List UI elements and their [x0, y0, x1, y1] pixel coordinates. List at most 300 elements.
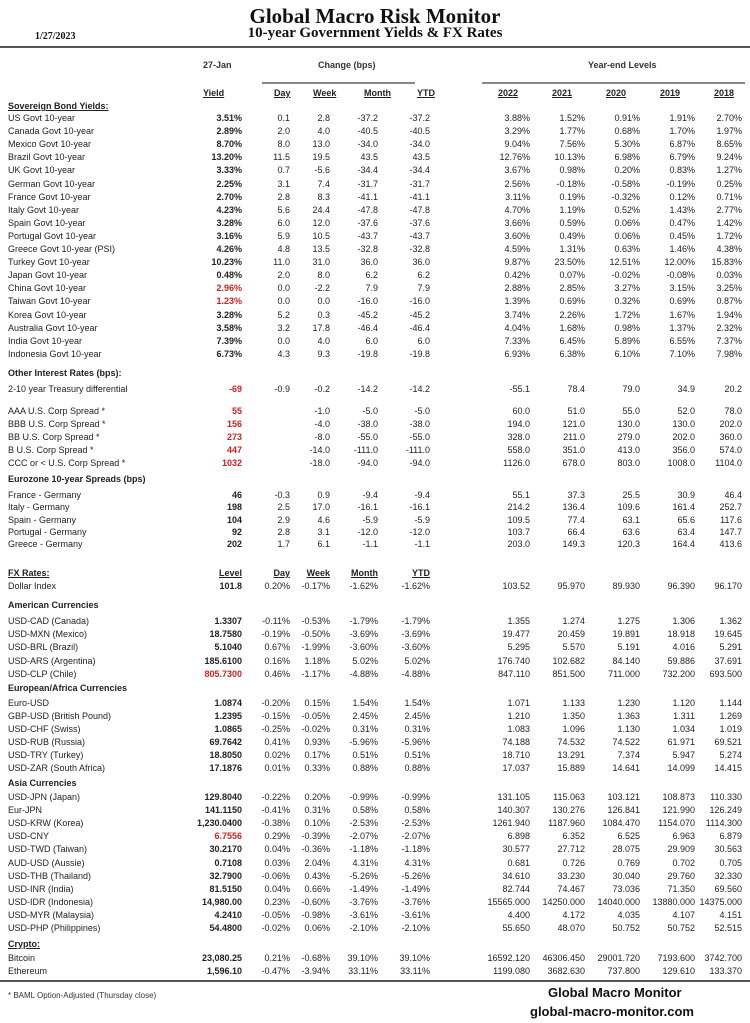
table-row [0, 164, 750, 177]
cell-y2019: 50.752 [667, 923, 695, 933]
cell-week: -2.2 [314, 283, 330, 294]
cell-level: -69 [228, 384, 242, 394]
cell-y2020: 130.0 [617, 419, 640, 429]
cell-y2021: 6.352 [562, 831, 585, 842]
cell-y2021: 211.0 [563, 432, 585, 442]
yearend-group-line [482, 82, 745, 84]
cell-ytd: -2.53% [401, 818, 430, 829]
cell-month: 7.9 [365, 283, 378, 294]
row-label: USD-IDR (Indonesia) [8, 896, 94, 907]
cell-day: 8.0 [277, 139, 290, 150]
cell-ytd: 2.45% [404, 711, 430, 721]
cell-day: -0.9 [274, 384, 290, 394]
cell-y2021: 1.274 [562, 616, 585, 626]
cell-week: 0.15% [304, 698, 330, 708]
row-label: Mexico Govt 10-year [8, 139, 92, 150]
subsection-asia [0, 777, 750, 790]
cell-ytd: 5.02% [404, 655, 430, 666]
cell-ytd: -3.60% [401, 642, 430, 653]
row-label: France - Germany [8, 490, 82, 500]
cell-day: 0.0 [277, 335, 290, 346]
cell-level: 69.7642 [209, 737, 242, 747]
cell-y2019: 164.4 [672, 539, 695, 550]
cell-y2019: 161.4 [672, 502, 695, 513]
cell-y2021: 20.459 [557, 629, 585, 640]
cell-level: 17.1876 [209, 763, 242, 773]
cell-y2020: 0.20% [614, 165, 640, 176]
table-row [0, 580, 750, 593]
cell-month: -1.49% [349, 883, 378, 894]
cell-day: -0.19% [261, 629, 290, 640]
table-row [0, 830, 750, 843]
cell-y2018: 30.563 [714, 844, 742, 855]
cell-y2021: 1.68% [559, 322, 585, 333]
cell-y2019: 29.760 [667, 870, 695, 881]
cell-month: 36.0 [360, 257, 378, 268]
column-header: 2019 [660, 88, 681, 98]
cell-y2021: 13.291 [557, 750, 585, 760]
row-label: USD-PHP (Philippines) [8, 923, 101, 933]
cell-y2019: 96.390 [667, 581, 695, 591]
cell-y2018: 52.515 [714, 923, 742, 933]
cell-ytd: -5.96% [401, 737, 430, 747]
cell-day: -0.41% [261, 805, 290, 816]
cell-level: 2.89% [216, 126, 242, 137]
cell-y2019: 121.990 [662, 805, 695, 816]
cell-month: 39.10% [347, 953, 378, 963]
cell-y2022: 3.60% [504, 230, 530, 241]
cell-day: 0.16% [264, 655, 290, 666]
cell-ytd: -46.4 [409, 322, 430, 333]
cell-week: 0.66% [304, 883, 330, 894]
cell-level: 30.2170 [209, 844, 242, 855]
cell-month: -94.0 [357, 458, 378, 468]
cell-y2018: 78.0 [724, 406, 742, 416]
cell-y2022: 103.7 [507, 526, 530, 537]
row-label: Korea Govt 10-year [8, 309, 87, 320]
cell-week: 0.06% [304, 923, 330, 933]
cell-y2020: 103.121 [607, 792, 640, 802]
cell-y2018: 574.0 [719, 445, 742, 455]
cell-week: 2.8 [317, 113, 330, 123]
table-row [0, 418, 750, 431]
table-row [0, 697, 750, 710]
cell-y2022: 74.188 [502, 737, 530, 747]
page-subtitle: 10-year Government Yields & FX Rates [247, 25, 503, 41]
row-label: Taiwan Govt 10-year [8, 296, 91, 307]
cell-week: 0.0 [317, 296, 330, 307]
cell-y2021: 2.85% [559, 283, 585, 294]
table-row [0, 628, 750, 641]
cell-y2019: 4.107 [672, 909, 695, 920]
cell-y2019: 29.909 [667, 844, 695, 855]
cell-y2022: 7.33% [504, 335, 530, 346]
cell-level: 447 [226, 445, 242, 455]
row-label: Portugal - Germany [8, 526, 87, 537]
cell-y2022: 214.2 [507, 502, 530, 513]
cell-y2020: -0.32% [611, 191, 640, 202]
row-label: USD-MYR (Malaysia) [8, 909, 95, 920]
cell-y2020: 1.363 [617, 711, 640, 721]
cell-level: 7.39% [216, 335, 242, 346]
row-label: Euro-USD [8, 698, 50, 708]
cell-y2022: 1261.940 [492, 818, 530, 829]
cell-y2018: 1.27% [716, 165, 742, 176]
cell-y2022: 3.11% [505, 191, 530, 202]
cell-level: 1.0865 [214, 724, 242, 734]
cell-level: 32.7900 [209, 870, 242, 881]
cell-day: -0.02% [261, 923, 290, 933]
cell-y2021: 1.350 [562, 711, 585, 721]
cell-level: 1.2395 [214, 711, 242, 721]
row-label: Dollar Index [8, 581, 57, 591]
cell-level: 1032 [221, 458, 242, 468]
cell-y2019: 108.873 [662, 792, 695, 802]
row-label: USD-BRL (Brazil) [8, 642, 79, 653]
cell-y2021: 1187.960 [548, 818, 585, 829]
cell-week: -1.0 [314, 406, 330, 416]
cell-y2021: 1.52% [559, 113, 585, 123]
cell-y2018: 37.691 [714, 655, 742, 666]
column-header: 2021 [552, 88, 573, 98]
cell-level: 14,980.00 [201, 896, 242, 907]
cell-y2018: 69.521 [714, 737, 742, 747]
cell-y2020: 0.32% [614, 296, 640, 307]
cell-ytd: -9.4 [414, 490, 430, 500]
cell-ytd: -1.62% [401, 581, 430, 591]
cell-level: 0.48% [216, 270, 242, 281]
cell-y2021: 3682.630 [547, 966, 585, 976]
cell-week: 24.4 [312, 204, 330, 215]
cell-y2019: 65.6 [677, 514, 695, 525]
cell-y2020: 5.89% [614, 335, 640, 346]
cell-y2018: 693.500 [709, 668, 742, 679]
cell-day: 0.0 [277, 296, 290, 307]
cell-ytd: -40.5 [409, 126, 430, 137]
row-label: USD-THB (Thailand) [8, 870, 92, 881]
cell-y2019: 12.00% [664, 257, 695, 268]
cell-level: 23,080.25 [201, 953, 242, 963]
cell-y2020: 0.06% [614, 230, 640, 241]
cell-y2021: 851.500 [552, 668, 585, 679]
table-row [0, 817, 750, 830]
cell-y2018: 4.38% [716, 244, 742, 254]
fx-column-header: Week [306, 568, 330, 578]
cell-month: -1.62% [349, 581, 378, 591]
cell-y2022: 1.071 [507, 698, 530, 708]
cell-month: -34.4 [357, 165, 378, 176]
cell-month: -37.2 [357, 113, 378, 123]
cell-y2022: 9.87% [504, 257, 530, 268]
cell-week: 10.5 [312, 230, 330, 241]
cell-level: 13.20% [211, 152, 242, 163]
cell-y2021: 0.49% [559, 230, 585, 241]
cell-y2022: 12.76% [499, 152, 530, 163]
cell-day: -0.22% [261, 792, 290, 802]
section-crypto [0, 938, 750, 951]
cell-y2020: 1.230 [617, 698, 640, 708]
row-label: Bitcoin [8, 953, 36, 963]
cell-y2020: 5.30% [614, 139, 640, 150]
cell-y2020: 0.98% [614, 322, 640, 333]
table-row [0, 736, 750, 749]
cell-month: -41.1 [357, 191, 378, 202]
cell-day: 0.04% [264, 844, 290, 855]
cell-week: 2.04% [304, 857, 330, 868]
cell-y2020: 803.0 [617, 458, 640, 468]
cell-week: -3.94% [301, 966, 330, 976]
table-row [0, 457, 750, 470]
cell-y2021: 121.0 [562, 419, 585, 429]
cell-y2020: 14.641 [612, 763, 640, 773]
cell-y2022: 2.88% [504, 283, 530, 294]
cell-y2019: 30.9 [677, 490, 695, 500]
cell-day: 0.41% [264, 737, 290, 747]
column-header: Yield [203, 88, 225, 98]
cell-y2019: 63.4 [677, 526, 695, 537]
change-group-line [262, 82, 415, 84]
table-row [0, 749, 750, 762]
section-title: Other Interest Rates (bps): [8, 368, 122, 378]
cell-month: -5.96% [349, 737, 378, 747]
cell-y2021: 1.77% [559, 126, 585, 137]
row-label: USD-MXN (Mexico) [8, 629, 88, 640]
cell-month: 0.58% [352, 805, 378, 816]
cell-week: 0.10% [304, 818, 330, 829]
cell-month: -5.0 [362, 406, 378, 416]
cell-ytd: -1.18% [401, 844, 430, 855]
section-eurozone-spreads [0, 473, 750, 486]
cell-y2019: 1.46% [669, 244, 695, 254]
cell-y2022: 19.477 [502, 629, 530, 640]
cell-week: 17.8 [312, 322, 330, 333]
table-row [0, 383, 750, 396]
cell-y2021: 0.59% [559, 217, 585, 228]
cell-week: 3.1 [317, 526, 330, 537]
cell-y2020: 279.0 [617, 432, 640, 442]
cell-y2020: 120.3 [617, 539, 640, 550]
row-label: Canada Govt 10-year [8, 126, 95, 137]
cell-y2020: 6.525 [617, 831, 640, 842]
cell-y2021: 48.070 [557, 923, 585, 933]
cell-day: 0.46% [264, 668, 290, 679]
table-row [0, 125, 750, 138]
cell-y2021: 1.096 [562, 724, 585, 734]
cell-y2019: 4.016 [672, 642, 695, 653]
row-label: Spain Govt 10-year [8, 217, 86, 228]
table-row [0, 191, 750, 204]
subsection-american [0, 599, 750, 612]
cell-day: 0.02% [264, 750, 290, 760]
cell-y2020: 0.91% [614, 113, 640, 123]
cell-ytd: -43.7 [409, 230, 430, 241]
row-label: USD-RUB (Russia) [8, 737, 86, 747]
cell-level: 4.26% [216, 244, 242, 254]
cell-y2019: 6.963 [672, 831, 695, 842]
cell-ytd: -5.9 [414, 514, 430, 525]
cell-y2020: 1.130 [617, 724, 640, 734]
table-row [0, 501, 750, 514]
cell-y2018: 9.24% [716, 152, 742, 163]
column-header: YTD [417, 88, 435, 98]
table-row [0, 791, 750, 804]
cell-y2021: 0.69% [559, 296, 585, 307]
cell-day: 3.1 [277, 178, 290, 189]
cell-week: 12.0 [312, 217, 330, 228]
cell-ytd: 33.11% [400, 966, 430, 976]
cell-level: 1.23% [216, 296, 242, 307]
cell-y2022: 1.083 [507, 724, 530, 734]
cell-y2022: 1.210 [507, 711, 530, 721]
cell-month: -12.0 [357, 526, 378, 537]
cell-month: -3.69% [349, 629, 378, 640]
cell-week: 19.5 [312, 152, 330, 163]
cell-y2019: 1.034 [672, 724, 695, 734]
cell-y2021: 77.4 [567, 514, 585, 525]
cell-y2019: 0.69% [669, 296, 695, 307]
cell-day: 0.23% [264, 896, 290, 907]
cell-y2019: 129.610 [662, 966, 695, 976]
table-row [0, 431, 750, 444]
cell-y2022: 6.93% [504, 348, 530, 359]
cell-y2021: 6.45% [559, 335, 585, 346]
cell-month: -45.2 [357, 309, 378, 320]
cell-y2020: 55.0 [622, 406, 640, 416]
row-label: USD-CNY [8, 831, 50, 842]
cell-y2020: 79.0 [622, 384, 640, 394]
level-group-label: 27-Jan [203, 60, 232, 70]
cell-y2022: 17.037 [502, 763, 530, 773]
cell-y2019: 1154.070 [658, 818, 695, 829]
cell-y2022: 82.744 [502, 883, 530, 894]
cell-y2022: 3.29% [504, 126, 530, 137]
cell-y2018: 32.330 [714, 870, 742, 881]
cell-y2020: 4.035 [617, 909, 640, 920]
cell-week: -0.60% [301, 896, 330, 907]
row-label: Spain - Germany [8, 514, 77, 525]
cell-week: -1.99% [301, 642, 330, 653]
cell-level: 10.23% [211, 257, 242, 268]
table-row [0, 335, 750, 348]
row-label: US Govt 10-year [8, 113, 76, 123]
section-title: FX Rates: [8, 568, 50, 578]
cell-y2022: 16592.120 [487, 953, 530, 963]
cell-y2018: 20.2 [724, 384, 742, 394]
cell-y2019: 6.55% [669, 335, 695, 346]
cell-month: 33.11% [348, 966, 378, 976]
cell-y2018: 6.879 [719, 831, 742, 842]
cell-y2020: 109.6 [617, 502, 640, 513]
cell-y2022: 18.710 [502, 750, 530, 760]
cell-month: -0.99% [349, 792, 378, 802]
cell-y2020: 1.72% [614, 309, 640, 320]
table-row [0, 444, 750, 457]
cell-week: 8.3 [317, 191, 330, 202]
cell-level: 2.96% [216, 283, 242, 294]
cell-y2019: 0.45% [669, 230, 695, 241]
table-row [0, 269, 750, 282]
cell-level: 202 [226, 539, 242, 550]
cell-y2020: 30.040 [612, 870, 640, 881]
cell-ytd: -12.0 [409, 526, 430, 537]
cell-y2021: 74.467 [557, 883, 585, 894]
row-label: USD-TWD (Taiwan) [8, 844, 88, 855]
cell-y2020: 3.27% [614, 283, 640, 294]
cell-month: -2.10% [349, 923, 378, 933]
cell-ytd: -32.8 [409, 244, 430, 254]
cell-month: -1.1 [362, 539, 378, 550]
cell-y2021: 0.726 [562, 857, 585, 868]
row-label: Japan Govt 10-year [8, 270, 88, 281]
cell-week: -14.0 [309, 445, 330, 455]
cell-week: -4.0 [314, 419, 330, 429]
cell-ytd: -5.0 [414, 406, 430, 416]
brand-website[interactable]: global-macro-monitor.com [530, 1004, 694, 1019]
cell-y2022: 1.355 [507, 616, 530, 626]
cell-day: 0.21% [264, 953, 290, 963]
section-other-rates [0, 367, 750, 380]
cell-y2019: 356.0 [672, 445, 695, 455]
cell-ytd: -45.2 [409, 309, 430, 320]
cell-level: 3.58% [216, 322, 242, 333]
cell-y2018: 5.274 [719, 750, 742, 760]
cell-y2019: 130.0 [672, 419, 695, 429]
cell-month: -34.0 [357, 139, 378, 150]
cell-y2018: 1.94% [716, 309, 742, 320]
table-row [0, 405, 750, 418]
cell-week: 0.93% [304, 737, 330, 747]
cell-ytd: -2.10% [401, 923, 430, 933]
cell-y2019: 0.702 [672, 857, 695, 868]
row-label: USD-KRW (Korea) [8, 818, 84, 829]
cell-y2021: 51.0 [567, 406, 585, 416]
cell-y2020: 126.841 [607, 805, 640, 816]
cell-level: 4.2410 [214, 909, 242, 920]
cell-level: 101.8 [219, 581, 242, 591]
cell-ytd: -3.61% [401, 909, 430, 920]
cell-day: -0.47% [261, 966, 290, 976]
cell-y2020: 6.10% [614, 348, 640, 359]
cell-level: 4.23% [216, 204, 242, 215]
cell-level: 2.70% [216, 191, 242, 202]
cell-week: 0.3 [317, 309, 330, 320]
cell-y2019: 52.0 [677, 406, 695, 416]
cell-month: -5.26% [349, 870, 378, 881]
cell-week: -18.0 [309, 458, 330, 468]
row-label: Turkey Govt 10-year [8, 257, 90, 268]
row-label: Eur-JPN [8, 805, 43, 816]
section-title: Sovereign Bond Yields: [8, 101, 109, 111]
cell-y2022: -55.1 [509, 384, 530, 394]
cell-day: 0.29% [264, 831, 290, 842]
table-row [0, 138, 750, 151]
cell-y2019: 0.83% [669, 165, 695, 176]
cell-month: -37.6 [357, 217, 378, 228]
cell-week: 6.1 [317, 539, 330, 550]
cell-y2018: 117.6 [720, 514, 742, 525]
cell-week: 0.33% [304, 763, 330, 773]
cell-y2019: 6.79% [669, 152, 695, 163]
cell-month: 4.31% [352, 857, 378, 868]
cell-y2022: 34.610 [502, 870, 530, 881]
fx-column-header: Day [273, 568, 290, 578]
cell-y2021: 78.4 [567, 384, 585, 394]
cell-y2019: 18.918 [667, 629, 695, 640]
cell-ytd: 6.0 [417, 335, 430, 346]
cell-week: 0.9 [317, 490, 330, 500]
cell-week: 17.0 [312, 502, 330, 513]
cell-week: -1.17% [301, 668, 330, 679]
